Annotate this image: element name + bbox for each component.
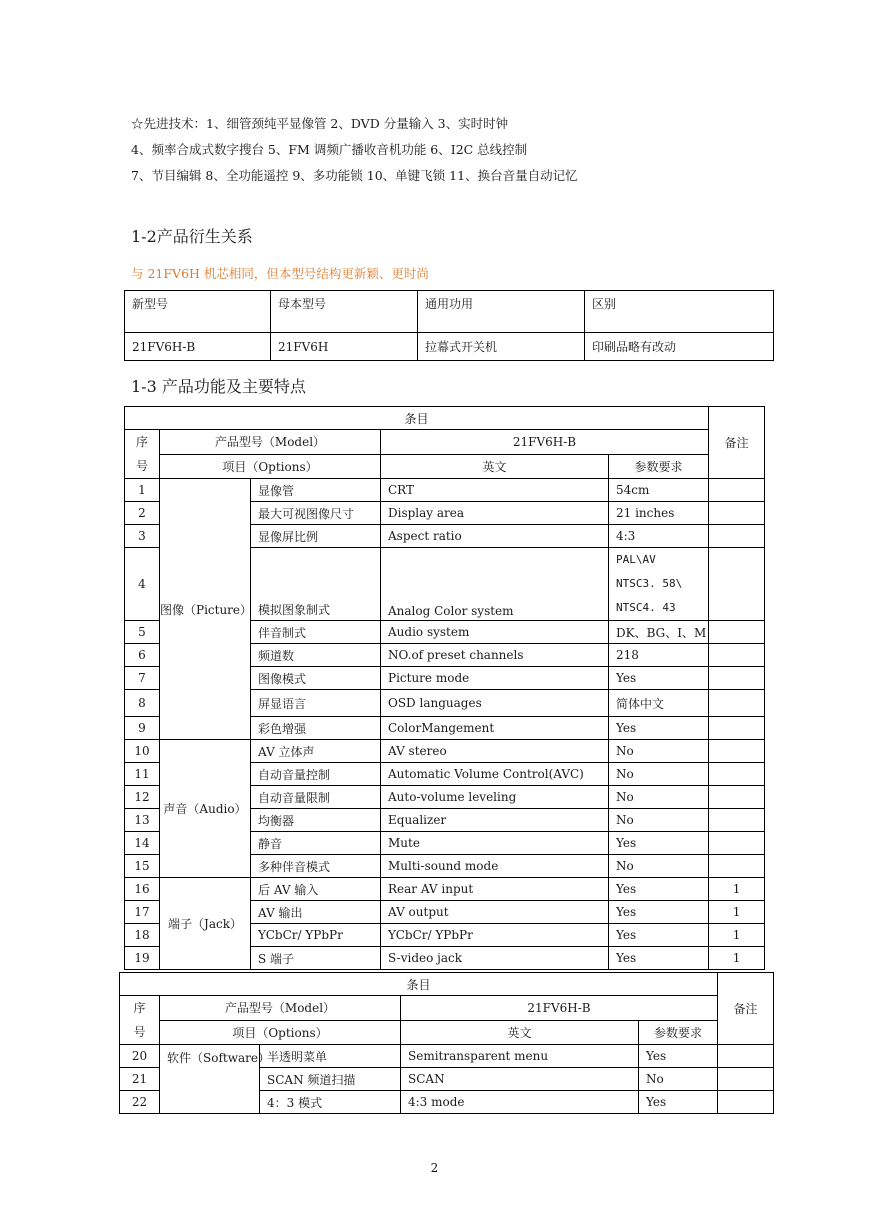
row-remark bbox=[709, 855, 765, 878]
row-cn: 4：3 模式 bbox=[260, 1091, 401, 1114]
header-model-value: 21FV6H-B bbox=[381, 430, 709, 455]
group-jack: 端子（Jack） bbox=[160, 878, 251, 970]
group-picture: 图像（Picture） bbox=[160, 479, 251, 740]
row-param bbox=[609, 548, 709, 621]
row-param: No bbox=[609, 740, 709, 763]
header-seq: 序 号 bbox=[125, 430, 160, 479]
row-en: NO.of preset channels bbox=[381, 644, 609, 667]
row-param: Yes bbox=[609, 878, 709, 901]
row-remark bbox=[709, 548, 765, 621]
row-en: Equalizer bbox=[381, 809, 609, 832]
row-cn: 均衡器 bbox=[251, 809, 381, 832]
row-param: 4:3 bbox=[609, 525, 709, 548]
row-remark bbox=[709, 717, 765, 740]
row-cn: SCAN 频道扫描 bbox=[260, 1068, 401, 1091]
row-param: Yes bbox=[609, 901, 709, 924]
row-no: 21 bbox=[120, 1068, 160, 1091]
row-en: Analog Color system bbox=[381, 548, 609, 621]
row-param: Yes bbox=[609, 717, 709, 740]
row-param: No bbox=[609, 786, 709, 809]
header-param: 参数要求 bbox=[609, 454, 709, 479]
row-remark bbox=[718, 1091, 774, 1114]
row-cn: 显像管 bbox=[251, 479, 381, 502]
row-no: 13 bbox=[125, 809, 160, 832]
header-param: 参数要求 bbox=[639, 1020, 718, 1045]
derive-header-new-model: 新型号 bbox=[125, 291, 271, 333]
row-no: 19 bbox=[125, 947, 160, 970]
features-table bbox=[124, 406, 765, 970]
derive-header-diff: 区别 bbox=[585, 291, 774, 333]
row-remark bbox=[709, 740, 765, 763]
row-en: Aspect ratio bbox=[381, 525, 609, 548]
row-en: AV output bbox=[381, 901, 609, 924]
row-en: YCbCr/ YPbPr bbox=[381, 924, 609, 947]
row-no: 2 bbox=[125, 502, 160, 525]
row-no: 1 bbox=[125, 479, 160, 502]
header-remark: 备注 bbox=[709, 407, 765, 479]
header-model-value: 21FV6H-B bbox=[401, 996, 718, 1021]
derive-cell-diff: 印刷品略有改动 bbox=[585, 333, 774, 361]
row-no: 14 bbox=[125, 832, 160, 855]
row-remark bbox=[709, 479, 765, 502]
row-cn: YCbCr/ YPbPr bbox=[251, 924, 381, 947]
row-remark: 1 bbox=[709, 878, 765, 901]
row-param: Yes bbox=[609, 924, 709, 947]
row-no: 9 bbox=[125, 717, 160, 740]
row-cn: 半透明菜单 bbox=[260, 1045, 401, 1068]
row-cn: 后 AV 输入 bbox=[251, 878, 381, 901]
row-remark bbox=[709, 786, 765, 809]
row-param: 简体中文 bbox=[609, 690, 709, 717]
derive-cell-new-model: 21FV6H-B bbox=[125, 333, 271, 361]
row-remark bbox=[709, 644, 765, 667]
row-remark bbox=[709, 690, 765, 717]
table-row bbox=[125, 479, 765, 502]
header-model-label: 产品型号（Model） bbox=[160, 996, 401, 1021]
row-param: No bbox=[639, 1068, 718, 1091]
row-cn: AV 输出 bbox=[251, 901, 381, 924]
row-en: Semitransparent menu bbox=[401, 1045, 639, 1068]
tech-line-1: ☆先进技术：1、细管颈纯平显像管 2、DVD 分量输入 3、实时时钟 bbox=[131, 116, 509, 131]
row-no: 15 bbox=[125, 855, 160, 878]
row-en: S-video jack bbox=[381, 947, 609, 970]
row-remark bbox=[709, 763, 765, 786]
row-cn: S 端子 bbox=[251, 947, 381, 970]
row-no: 8 bbox=[125, 690, 160, 717]
header-model-label: 产品型号（Model） bbox=[160, 430, 381, 455]
row-remark: 1 bbox=[709, 924, 765, 947]
page-number: 2 bbox=[430, 1161, 439, 1175]
row-no: 12 bbox=[125, 786, 160, 809]
row-param: Yes bbox=[639, 1045, 718, 1068]
row-en: OSD languages bbox=[381, 690, 609, 717]
row-en: 4:3 mode bbox=[401, 1091, 639, 1114]
row-param: Yes bbox=[609, 947, 709, 970]
row-en: Rear AV input bbox=[381, 878, 609, 901]
features-table-continued bbox=[119, 972, 774, 1114]
derive-note: 与 21FV6H 机芯相同，但本型号结构更新颖、更时尚 bbox=[131, 266, 429, 281]
row-remark: 1 bbox=[709, 947, 765, 970]
row-no: 10 bbox=[125, 740, 160, 763]
row-param: Yes bbox=[609, 667, 709, 690]
row-remark bbox=[709, 621, 765, 644]
header-english: 英文 bbox=[401, 1020, 639, 1045]
group-software: 软件（Software） bbox=[160, 1045, 260, 1114]
row-en: Mute bbox=[381, 832, 609, 855]
row-cn: 最大可视图像尺寸 bbox=[251, 502, 381, 525]
tech-line-2: 4、频率合成式数字搜台 5、FM 调频广播收音机功能 6、I2C 总线控制 bbox=[131, 142, 528, 157]
row-no: 5 bbox=[125, 621, 160, 644]
row-en: Auto-volume leveling bbox=[381, 786, 609, 809]
table-row bbox=[125, 878, 765, 901]
row-en: SCAN bbox=[401, 1068, 639, 1091]
param-line: NTSC3. 58\ bbox=[616, 577, 683, 590]
row-en: Picture mode bbox=[381, 667, 609, 690]
header-item: 条目 bbox=[120, 973, 718, 996]
row-param: DK、BG、I、M bbox=[609, 621, 709, 644]
row-no: 17 bbox=[125, 901, 160, 924]
row-cn: 自动音量限制 bbox=[251, 786, 381, 809]
row-param: 21 inches bbox=[609, 502, 709, 525]
derive-cell-common: 拉幕式开关机 bbox=[418, 333, 585, 361]
row-param: Yes bbox=[609, 832, 709, 855]
row-no: 7 bbox=[125, 667, 160, 690]
row-param: No bbox=[609, 763, 709, 786]
row-param: No bbox=[609, 809, 709, 832]
row-cn: AV 立体声 bbox=[251, 740, 381, 763]
row-en: AV stereo bbox=[381, 740, 609, 763]
derive-table bbox=[124, 290, 774, 361]
header-remark: 备注 bbox=[718, 973, 774, 1045]
row-remark: 1 bbox=[709, 901, 765, 924]
row-no: 22 bbox=[120, 1091, 160, 1114]
row-remark bbox=[709, 832, 765, 855]
row-cn: 屏显语言 bbox=[251, 690, 381, 717]
row-en: Multi-sound mode bbox=[381, 855, 609, 878]
derive-header-parent-model: 母本型号 bbox=[271, 291, 418, 333]
tech-line-3: 7、节目编辑 8、全功能遥控 9、多功能锁 10、单键飞锁 11、换台音量自动记忆 bbox=[131, 168, 578, 183]
table-row bbox=[120, 1045, 774, 1068]
param-line: PAL\AV bbox=[616, 553, 656, 566]
header-options: 项目（Options） bbox=[160, 1020, 401, 1045]
row-remark bbox=[709, 667, 765, 690]
derive-cell-parent-model: 21FV6H bbox=[271, 333, 418, 361]
row-no: 6 bbox=[125, 644, 160, 667]
row-remark bbox=[709, 809, 765, 832]
row-no: 11 bbox=[125, 763, 160, 786]
row-en: ColorMangement bbox=[381, 717, 609, 740]
row-param: Yes bbox=[639, 1091, 718, 1114]
section-title-derive: 1-2产品衍生关系 bbox=[131, 227, 253, 246]
row-cn: 频道数 bbox=[251, 644, 381, 667]
row-cn: 多种伴音模式 bbox=[251, 855, 381, 878]
row-param: 54cm bbox=[609, 479, 709, 502]
row-no: 18 bbox=[125, 924, 160, 947]
param-line: NTSC4. 43 bbox=[616, 601, 676, 614]
header-seq: 序 号 bbox=[120, 996, 160, 1045]
row-remark bbox=[709, 502, 765, 525]
group-audio: 声音（Audio） bbox=[160, 740, 251, 878]
derive-header-common: 通用功用 bbox=[418, 291, 585, 333]
row-cn: 伴音制式 bbox=[251, 621, 381, 644]
row-param: No bbox=[609, 855, 709, 878]
row-remark bbox=[718, 1068, 774, 1091]
row-cn: 模拟图象制式 bbox=[251, 548, 381, 621]
row-remark bbox=[718, 1045, 774, 1068]
table-row bbox=[125, 740, 765, 763]
row-no: 4 bbox=[125, 548, 160, 621]
header-options: 项目（Options） bbox=[160, 454, 381, 479]
row-no: 20 bbox=[120, 1045, 160, 1068]
row-cn: 显像屏比例 bbox=[251, 525, 381, 548]
row-remark bbox=[709, 525, 765, 548]
section-title-features: 1-3 产品功能及主要特点 bbox=[131, 377, 306, 396]
row-cn: 静音 bbox=[251, 832, 381, 855]
row-no: 3 bbox=[125, 525, 160, 548]
row-en: Audio system bbox=[381, 621, 609, 644]
row-cn: 自动音量控制 bbox=[251, 763, 381, 786]
row-cn: 彩色增强 bbox=[251, 717, 381, 740]
header-english: 英文 bbox=[381, 454, 609, 479]
row-en: Display area bbox=[381, 502, 609, 525]
row-param: 218 bbox=[609, 644, 709, 667]
row-en: Automatic Volume Control(AVC) bbox=[381, 763, 609, 786]
row-cn: 图像模式 bbox=[251, 667, 381, 690]
row-no: 16 bbox=[125, 878, 160, 901]
header-item: 条目 bbox=[125, 407, 709, 430]
row-en: CRT bbox=[381, 479, 609, 502]
